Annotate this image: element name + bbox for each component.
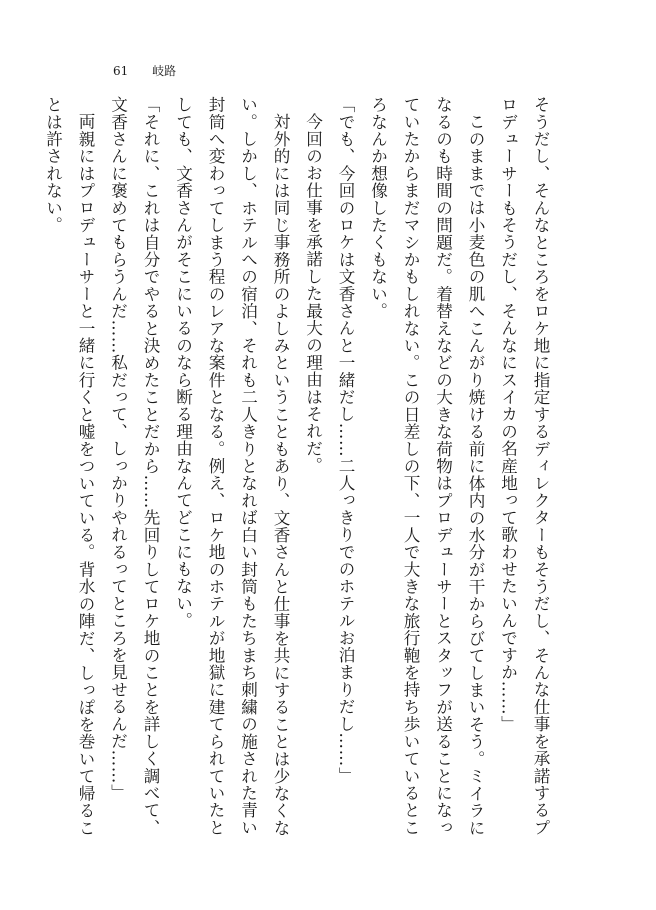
running-head <box>113 64 176 78</box>
paragraph: 対外的には同じ事務所のよしみということもあり、文香さんと仕事を共にすることは少なくない。しかし、ホテルへの宿泊、それも二人きりとなれば白い封筒もたちまち刺繍の施された青い封筒へ変わってしまう程のレアな案件となる。例え、ロケ地のホテルが地獄に建てられていたとしても、文香さんがそこにいるのなら断る理由なんてどこにもない。 <box>173 96 290 836</box>
page-number: 61 <box>113 64 129 78</box>
body-text <box>43 96 556 836</box>
paragraph: 「それに、これは自分でやると決めたことだから……先回りしてロケ地のことを詳しく調べて、文香さんに褒めてもらうんだ……私だって、しっかりやれるってところを見せるんだ……」 <box>108 96 160 836</box>
paragraph: 両親にはプロデューサーと一緒に行くと嘘をついている。背水の陣だ、しっぽを巻いて帰ることは許されない。 <box>43 96 95 836</box>
chapter-title: 岐路 <box>152 64 177 78</box>
paragraph: そうだし、そんなところをロケ地に指定するディレクターもそうだし、そんな仕事を承諾するプロデューサーもそうだし、そんなにスイカの名産地って歌わせたいんですか……」 <box>498 96 550 836</box>
paragraph: 「でも、今回のロケは文香さんと一緒だし……二人っきりでのホテルお泊まりだし……」 <box>336 96 355 784</box>
paragraph: 今回のお仕事を承諾した最大の理由はそれだ。 <box>303 112 323 474</box>
paragraph: このままでは小麦色の肌へこんがり焼ける前に体内の水分が干からびてしまいそう。ミイラになるのも時間の問題だ。着替えなどの大きな荷物はプロデューサーとスタッフが送ることになっていたからまだマシかもしれない。この日差しの下、一人で大きな旅行鞄を持ち歩いているところなんか想像したくもない。 <box>368 96 485 836</box>
